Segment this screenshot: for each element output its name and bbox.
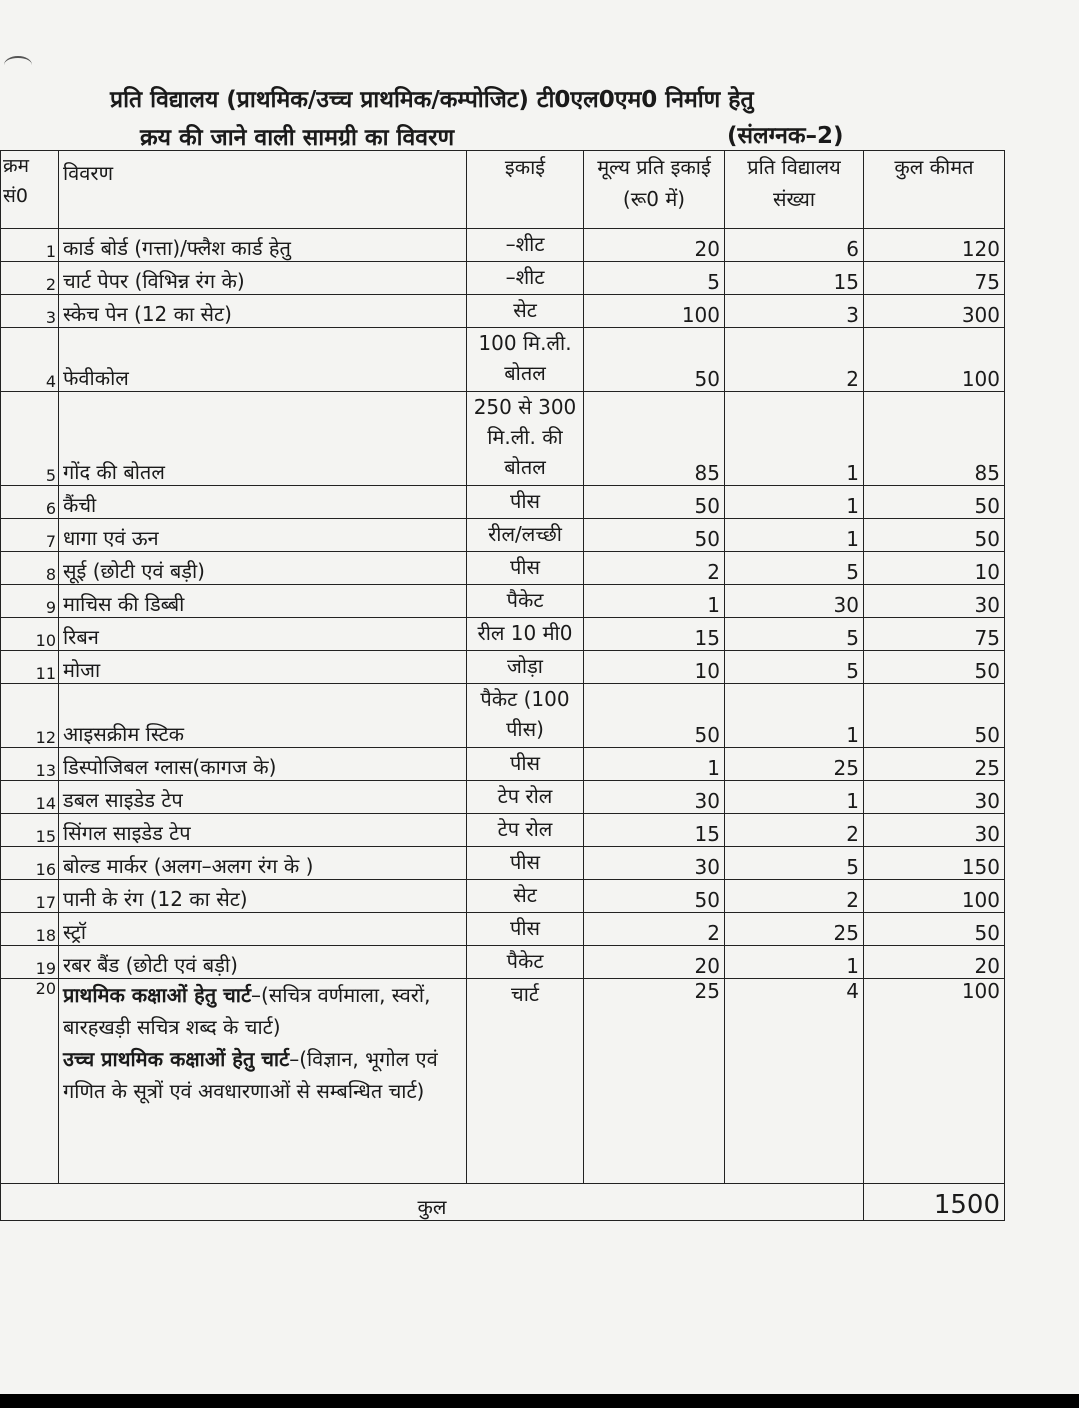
table-row bbox=[1, 651, 1005, 684]
row-serial: 10 bbox=[1, 618, 59, 651]
row-unit-price: 30 bbox=[584, 847, 725, 880]
document-title: प्रति विद्यालय (प्राथमिक/उच्च प्राथमिक/कम्पोजिट) टी0एल0एम0 निर्माण हेतु bbox=[110, 87, 754, 113]
total-row bbox=[1, 1184, 1005, 1221]
header-quantity: प्रति विद्यालय संख्या bbox=[725, 151, 864, 229]
row-unit: सेट bbox=[467, 295, 584, 328]
row-quantity: 1 bbox=[725, 946, 864, 979]
row-serial: 3 bbox=[1, 295, 59, 328]
row-unit: जोड़ा bbox=[467, 651, 584, 684]
row-quantity: 2 bbox=[725, 814, 864, 847]
header-serial: क्रम सं0 bbox=[1, 151, 59, 229]
row-unit-price: 50 bbox=[584, 519, 725, 552]
row-total: 20 bbox=[864, 946, 1005, 979]
row-unit-price: 50 bbox=[584, 328, 725, 392]
row-total: 50 bbox=[864, 486, 1005, 519]
row-description: रबर बैंड (छोटी एवं बड़ी) bbox=[59, 946, 467, 979]
table-row bbox=[1, 781, 1005, 814]
row-description: सूई (छोटी एवं बड़ी) bbox=[59, 552, 467, 585]
row-total: 85 bbox=[864, 392, 1005, 486]
table-row bbox=[1, 552, 1005, 585]
row-serial: 1 bbox=[1, 229, 59, 262]
row-quantity: 4 bbox=[725, 979, 864, 1184]
row-serial: 15 bbox=[1, 814, 59, 847]
row-unit-price: 1 bbox=[584, 748, 725, 781]
row-description: फेवीकोल bbox=[59, 328, 467, 392]
row-description: रिबन bbox=[59, 618, 467, 651]
row-total: 120 bbox=[864, 229, 1005, 262]
row-unit: चार्ट bbox=[467, 979, 584, 1184]
row-total: 50 bbox=[864, 651, 1005, 684]
table-row bbox=[1, 847, 1005, 880]
row-total: 30 bbox=[864, 814, 1005, 847]
table-row bbox=[1, 328, 1005, 392]
row-unit-price: 20 bbox=[584, 946, 725, 979]
table-row bbox=[1, 913, 1005, 946]
row-quantity: 30 bbox=[725, 585, 864, 618]
row-unit-price: 2 bbox=[584, 913, 725, 946]
row-serial: 11 bbox=[1, 651, 59, 684]
row-serial: 20 bbox=[1, 979, 59, 1184]
row-unit-price: 30 bbox=[584, 781, 725, 814]
row-serial: 12 bbox=[1, 684, 59, 748]
row-description: सिंगल साइडेड टेप bbox=[59, 814, 467, 847]
row-description: पानी के रंग (12 का सेट) bbox=[59, 880, 467, 913]
row-quantity: 5 bbox=[725, 618, 864, 651]
row-quantity: 1 bbox=[725, 781, 864, 814]
table-header-row bbox=[1, 151, 1005, 229]
row-serial: 18 bbox=[1, 913, 59, 946]
table-row bbox=[1, 519, 1005, 552]
row-unit: सेट bbox=[467, 880, 584, 913]
row-unit: पीस bbox=[467, 748, 584, 781]
row-total: 50 bbox=[864, 913, 1005, 946]
header-total-price: कुल कीमत bbox=[864, 151, 1005, 229]
row-quantity: 5 bbox=[725, 651, 864, 684]
table-row bbox=[1, 880, 1005, 913]
row-total: 75 bbox=[864, 262, 1005, 295]
row-serial: 13 bbox=[1, 748, 59, 781]
row-description: धागा एवं ऊन bbox=[59, 519, 467, 552]
row-serial: 9 bbox=[1, 585, 59, 618]
row-description: माचिस की डिब्बी bbox=[59, 585, 467, 618]
row-unit-price: 85 bbox=[584, 392, 725, 486]
row-quantity: 1 bbox=[725, 392, 864, 486]
row-serial: 16 bbox=[1, 847, 59, 880]
row-description: बोल्ड मार्कर (अलग–अलग रंग के ) bbox=[59, 847, 467, 880]
row-unit-price: 10 bbox=[584, 651, 725, 684]
row-unit-price: 2 bbox=[584, 552, 725, 585]
row-unit-price: 1 bbox=[584, 585, 725, 618]
row-total: 100 bbox=[864, 880, 1005, 913]
row-unit: पीस bbox=[467, 486, 584, 519]
table-row bbox=[1, 814, 1005, 847]
page-corner-mark bbox=[4, 56, 32, 74]
row-total: 150 bbox=[864, 847, 1005, 880]
table-row bbox=[1, 585, 1005, 618]
row-total: 75 bbox=[864, 618, 1005, 651]
grand-total: 1500 bbox=[864, 1184, 1005, 1221]
row-quantity: 5 bbox=[725, 847, 864, 880]
row-unit: पीस bbox=[467, 913, 584, 946]
row-quantity: 1 bbox=[725, 519, 864, 552]
row-serial: 17 bbox=[1, 880, 59, 913]
row-unit: –शीट bbox=[467, 262, 584, 295]
table-row bbox=[1, 295, 1005, 328]
row-serial: 8 bbox=[1, 552, 59, 585]
row-unit-price: 15 bbox=[584, 814, 725, 847]
row-total: 50 bbox=[864, 519, 1005, 552]
row-quantity: 6 bbox=[725, 229, 864, 262]
table-row bbox=[1, 618, 1005, 651]
row-unit: पैकेट bbox=[467, 946, 584, 979]
row-total: 300 bbox=[864, 295, 1005, 328]
row-description: मोजा bbox=[59, 651, 467, 684]
document-subtitle: क्रय की जाने वाली सामग्री का विवरण bbox=[140, 125, 455, 151]
row-description: कार्ड बोर्ड (गत्ता)/फ्लैश कार्ड हेतु bbox=[59, 229, 467, 262]
row-description: डिस्पोजिबल ग्लास(कागज के) bbox=[59, 748, 467, 781]
row-total: 30 bbox=[864, 585, 1005, 618]
header-description: विवरण bbox=[59, 151, 467, 229]
row-unit-price: 100 bbox=[584, 295, 725, 328]
row-unit: रील/लच्छी bbox=[467, 519, 584, 552]
row-unit-price: 15 bbox=[584, 618, 725, 651]
materials-table bbox=[0, 150, 1005, 1221]
row-unit: टेप रोल bbox=[467, 781, 584, 814]
row-quantity: 25 bbox=[725, 913, 864, 946]
table-row bbox=[1, 979, 1005, 1184]
row-quantity: 3 bbox=[725, 295, 864, 328]
row-description: आइसक्रीम स्टिक bbox=[59, 684, 467, 748]
row-unit-price: 5 bbox=[584, 262, 725, 295]
row-description: स्केच पेन (12 का सेट) bbox=[59, 295, 467, 328]
row-unit: रील 10 मी0 bbox=[467, 618, 584, 651]
row-description: डबल साइडेड टेप bbox=[59, 781, 467, 814]
row-quantity: 15 bbox=[725, 262, 864, 295]
row-serial: 7 bbox=[1, 519, 59, 552]
upper-primary-charts-detail: –(विज्ञान, भूगोल एवं गणित के सूत्रों एवं अवधारणाओं से सम्बन्धित चार्ट) bbox=[63, 1047, 438, 1103]
table-row bbox=[1, 684, 1005, 748]
table-row bbox=[1, 262, 1005, 295]
row-quantity: 1 bbox=[725, 486, 864, 519]
upper-primary-charts-heading: उच्च प्राथमिक कक्षाओं हेतु चार्ट bbox=[63, 1047, 290, 1071]
row-description: कैंची bbox=[59, 486, 467, 519]
row-unit: टेप रोल bbox=[467, 814, 584, 847]
row-total: 50 bbox=[864, 684, 1005, 748]
row-unit: पीस bbox=[467, 552, 584, 585]
row-serial: 14 bbox=[1, 781, 59, 814]
row-total: 100 bbox=[864, 979, 1005, 1184]
row-total: 30 bbox=[864, 781, 1005, 814]
table-row bbox=[1, 946, 1005, 979]
row-unit-price: 50 bbox=[584, 880, 725, 913]
row-unit-price: 20 bbox=[584, 229, 725, 262]
row-total: 100 bbox=[864, 328, 1005, 392]
row-description: स्ट्रॉ bbox=[59, 913, 467, 946]
row-unit: पैकेट (100 पीस) bbox=[467, 684, 584, 748]
total-label: कुल bbox=[1, 1184, 864, 1221]
row-total: 10 bbox=[864, 552, 1005, 585]
header-unit-price: मूल्य प्रति इकाई (रू0 में) bbox=[584, 151, 725, 229]
row-unit: 100 मि.ली. बोतल bbox=[467, 328, 584, 392]
bottom-edge bbox=[0, 1394, 1079, 1408]
row-serial: 5 bbox=[1, 392, 59, 486]
row-quantity: 2 bbox=[725, 328, 864, 392]
row-serial: 4 bbox=[1, 328, 59, 392]
row-unit: 250 से 300 मि.ली. की बोतल bbox=[467, 392, 584, 486]
row-quantity: 25 bbox=[725, 748, 864, 781]
row-unit-price: 50 bbox=[584, 684, 725, 748]
row-serial: 6 bbox=[1, 486, 59, 519]
row-unit: –शीट bbox=[467, 229, 584, 262]
primary-charts-detail: –(सचित्र वर्णमाला, स्वरों, बारहखड़ी सचित्र शब्द के चार्ट) bbox=[63, 983, 431, 1039]
row-serial: 19 bbox=[1, 946, 59, 979]
row-unit: पैकेट bbox=[467, 585, 584, 618]
table-row bbox=[1, 748, 1005, 781]
row-description bbox=[59, 979, 467, 1184]
header-unit: इकाई bbox=[467, 151, 584, 229]
row-quantity: 2 bbox=[725, 880, 864, 913]
row-serial: 2 bbox=[1, 262, 59, 295]
table-row bbox=[1, 229, 1005, 262]
annexure-label: (संलग्नक–2) bbox=[727, 123, 844, 149]
table-row bbox=[1, 486, 1005, 519]
table-row bbox=[1, 392, 1005, 486]
row-unit: पीस bbox=[467, 847, 584, 880]
row-description: चार्ट पेपर (विभिन्न रंग के) bbox=[59, 262, 467, 295]
row-quantity: 1 bbox=[725, 684, 864, 748]
row-description: गोंद की बोतल bbox=[59, 392, 467, 486]
row-total: 25 bbox=[864, 748, 1005, 781]
row-unit-price: 25 bbox=[584, 979, 725, 1184]
primary-charts-heading: प्राथमिक कक्षाओं हेतु चार्ट bbox=[63, 983, 252, 1007]
row-unit-price: 50 bbox=[584, 486, 725, 519]
row-quantity: 5 bbox=[725, 552, 864, 585]
